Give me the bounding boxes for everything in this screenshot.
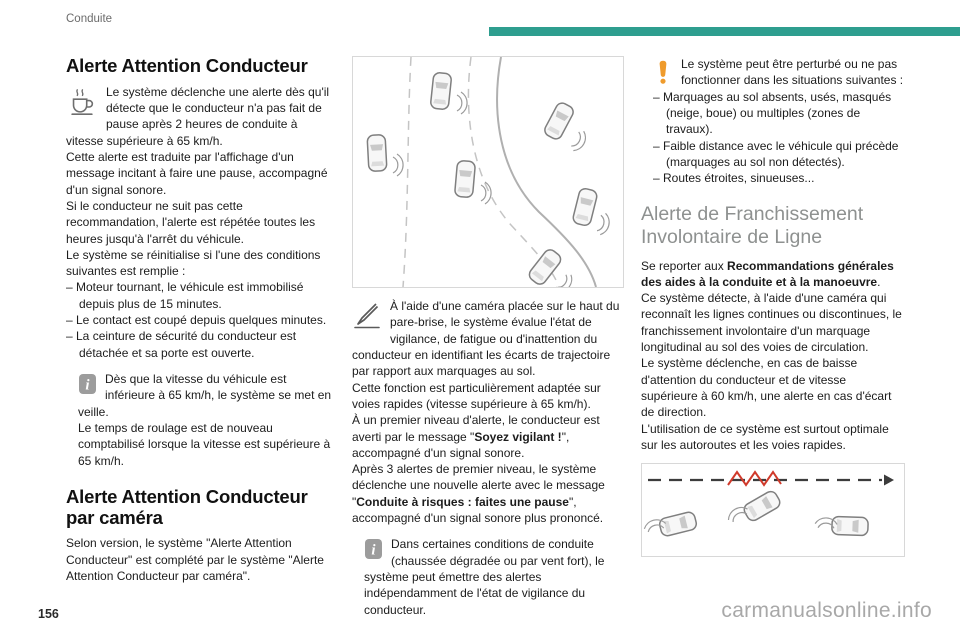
camera-road-illustration bbox=[352, 56, 624, 288]
paragraph-second-level-alert bbox=[352, 461, 624, 526]
section-breadcrumb: Conduite bbox=[66, 13, 113, 25]
paragraph-text: Se reporter aux bbox=[641, 258, 728, 273]
bullet-item: – Moteur tournant, le véhicule est immobilisé depuis plus de 15 minutes. bbox=[66, 280, 304, 311]
column-right bbox=[641, 56, 905, 557]
paragraph-text: Le système déclenche une alerte dès qu'il détecte que le conducteur n'a pas fait de pause après 2 heures de conduite à vitesse supérieure à 65 km/h. bbox=[66, 84, 330, 148]
warning-text: Le système peut être perturbé ou ne pas fonctionner dans les situations suivantes : bbox=[681, 57, 904, 88]
info-text: Le temps de roulage est de nouveau comptabilisé lorsque la vitesse est supérieure à 65 km/h. bbox=[78, 420, 331, 468]
warning-icon bbox=[653, 58, 673, 86]
paragraph: Le système déclenche, en cas de baisse d'attention du conducteur et de vitesse supérieure à 60 km/h, une alerte en cas d'écart de direction. bbox=[641, 356, 892, 420]
watermark: carmanualsonline.info bbox=[721, 599, 932, 622]
pencil-icon bbox=[352, 300, 382, 330]
info-block-conditions bbox=[352, 536, 624, 618]
heading-lane-departure: Alerte de Franchissement Involontaire de Ligne bbox=[641, 202, 864, 248]
paragraph-text: À l'aide d'une caméra placée sur le haut du pare-brise, le système évalue l'état de vigilance, de fatigue ou d'inattention du conducteur en identifiant les écarts de trajectoire par rapport aux marquages au sol. bbox=[352, 299, 620, 379]
paragraph: Le système se réinitialise si l'une des conditions suivantes est remplie : bbox=[66, 247, 321, 279]
bullet-item: – Le contact est coupé depuis quelques minutes. bbox=[66, 313, 327, 328]
info-text: Dans certaines conditions de conduite (chaussée dégradée ou par vent fort), le système peut émettre des alertes indépendamment de l'état de vigilance du conducteur. bbox=[364, 537, 605, 617]
coffee-cup-icon bbox=[66, 86, 98, 118]
paragraph: Si le conducteur ne suit pas cette recommandation, l'alerte est répétée toutes les heures jusqu'à l'arrêt du véhicule. bbox=[66, 198, 316, 246]
lane-departure-illustration bbox=[641, 463, 905, 557]
paragraph: Cette fonction est particulièrement adaptée sur voies rapides (vitesse supérieure à 65 km/h). bbox=[352, 380, 601, 411]
paragraph-text: ", accompagné d'un signal sonore plus prononcé. bbox=[352, 494, 604, 526]
info-text: Dès que la vitesse du véhicule est inférieure à 65 km/h, le système se met en veille. bbox=[78, 372, 332, 419]
paragraph-attention-intro bbox=[66, 84, 336, 149]
paragraph-text: ", accompagné d'un signal sonore. bbox=[352, 429, 570, 460]
info-icon bbox=[364, 538, 383, 560]
paragraph-text: Après 3 alertes de premier niveau, le système déclenche une nouvelle alerte avec le message " bbox=[352, 462, 605, 509]
paragraph-see-also bbox=[641, 258, 905, 291]
accent-divider-bar bbox=[489, 27, 960, 36]
svg-text:i: i bbox=[85, 377, 90, 394]
alert-message-1: Soyez vigilant ! bbox=[474, 429, 562, 444]
column-middle bbox=[352, 56, 624, 630]
paragraph: L'utilisation de ce système est surtout optimale sur les autoroutes et les voies rapides. bbox=[641, 421, 889, 452]
bullet-item: – Faible distance avec le véhicule qui précède (marquages au sol non détectés). bbox=[653, 138, 899, 169]
paragraph: Selon version, le système "Alerte Attention Conducteur" est complété par le système "Alerte Attention Conducteur par caméra". bbox=[66, 536, 324, 583]
heading-driver-attention-alert: Alerte Attention Conducteur bbox=[66, 55, 308, 76]
info-icon bbox=[78, 373, 97, 395]
paragraph-text: . bbox=[877, 274, 881, 289]
svg-text:i: i bbox=[371, 542, 376, 559]
alert-message-2: Conduite à risques : faites une pause bbox=[356, 494, 569, 509]
paragraph: Ce système détecte, à l'aide d'une caméra qui reconnaît les lignes continues ou discontinues, le franchissement involontaire d'un marquage longitudinal au sol des voies de circulation. bbox=[641, 291, 902, 355]
bullet-item: – La ceinture de sécurité du conducteur est détachée et sa porte est ouverte. bbox=[66, 329, 297, 360]
column-left bbox=[66, 56, 336, 584]
bullet-item: – Routes étroites, sinueuses... bbox=[653, 171, 815, 186]
heading-attention-camera: Alerte Attention Conducteur par caméra bbox=[66, 485, 308, 528]
page-number: 156 bbox=[38, 607, 59, 621]
paragraph-text: À un premier niveau d'alerte, le conducteur est averti par le message " bbox=[352, 413, 600, 444]
paragraph: Cette alerte est traduite par l'affichage d'un message incitant à faire une pause, accompagné d'un signal sonore. bbox=[66, 149, 328, 197]
bullet-item: – Marquages au sol absents, usés, masqués (neige, boue) ou multiples (zones de travaux). bbox=[653, 89, 892, 137]
paragraph-camera-intro bbox=[352, 298, 624, 380]
cross-reference: Recommandations générales des aides à la conduite et à la manoeuvre bbox=[641, 258, 894, 289]
paragraph-first-level-alert bbox=[352, 412, 624, 461]
info-block-standby bbox=[66, 371, 336, 469]
warning-block bbox=[641, 56, 905, 187]
